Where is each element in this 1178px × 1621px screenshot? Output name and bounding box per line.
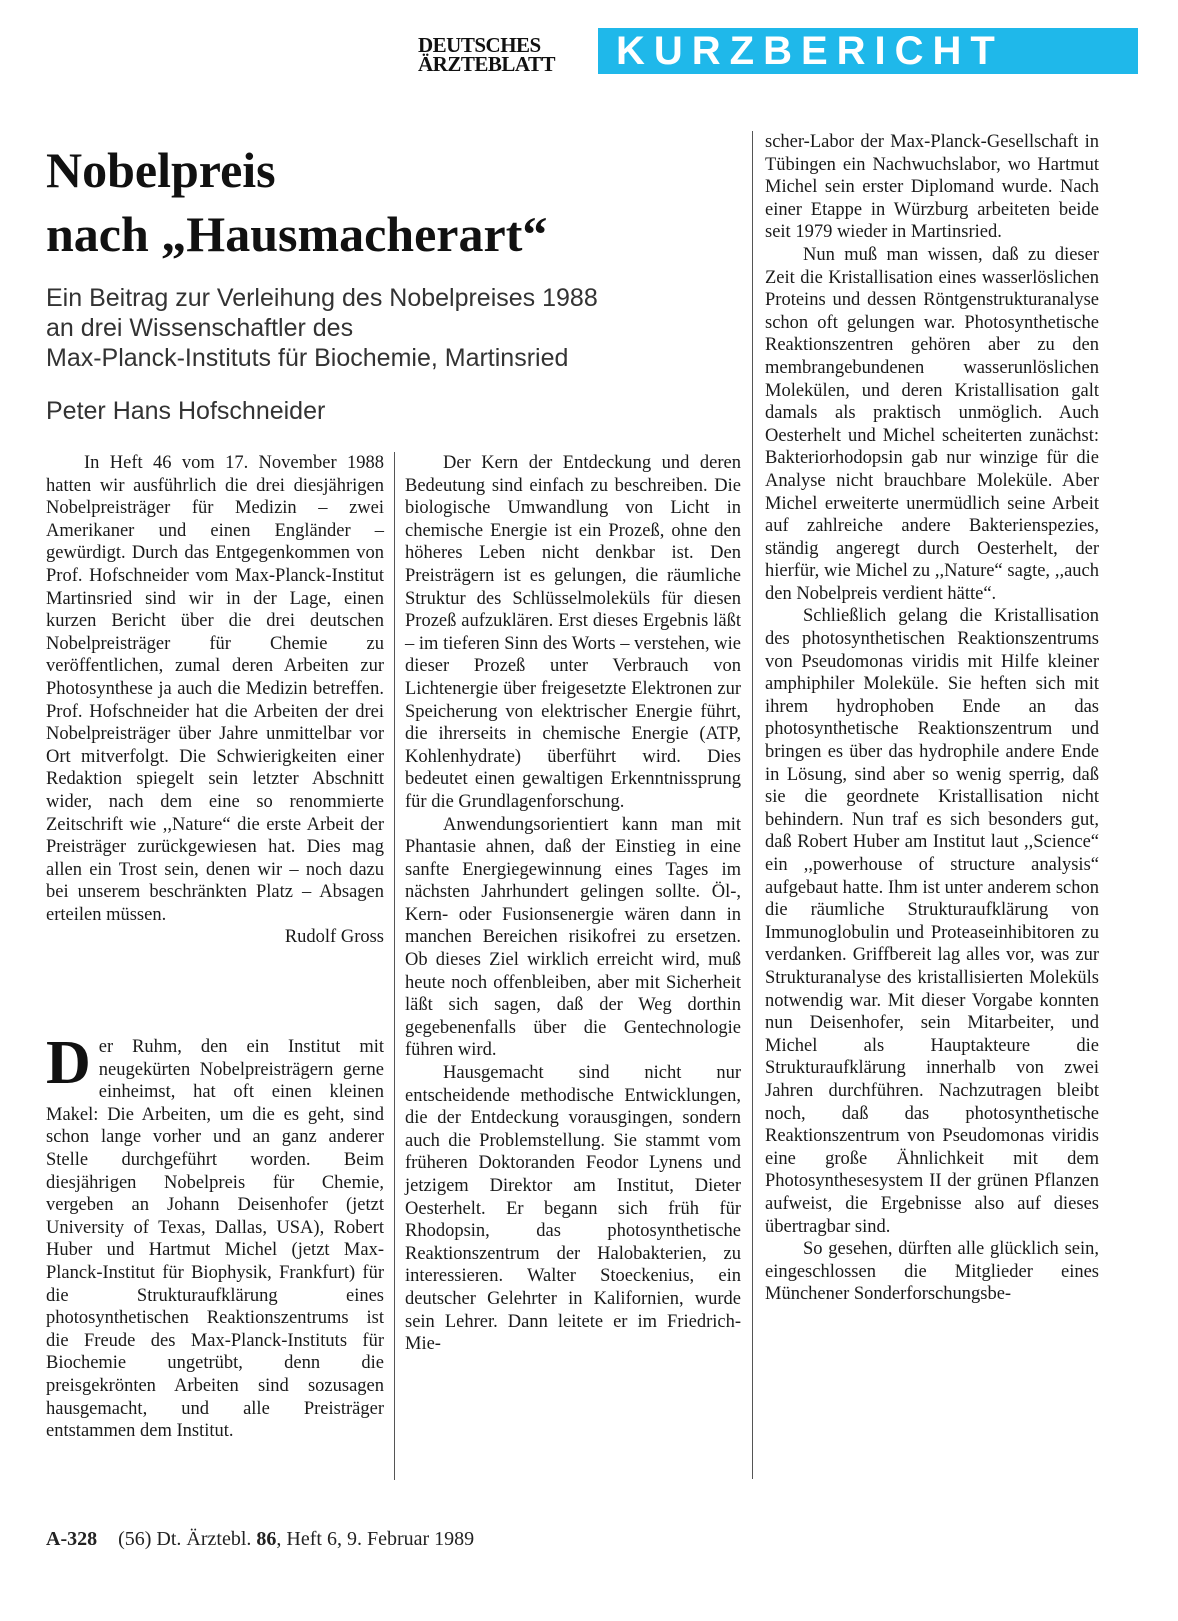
citation-prefix: (56) Dt. Ärztebl. — [118, 1528, 252, 1550]
subtitle-line-3: Max-Planck-Instituts für Biochemie, Martinsried — [46, 344, 569, 372]
title-line-2: nach „Hausmacherart“ — [46, 206, 548, 262]
page-number: A-328 — [46, 1528, 98, 1550]
body-paragraph: Anwendungsorientiert kann man mit Phantasie ahnen, daß der Einstieg in eine sanfte Energiegewinnung eines Tages im nächsten Jahrhundert gelingen sollte. Öl-, Kern- oder Fusionsenergie wären dann in manchen Bereichen risikofrei zu ersetzen. Ob dieses Ziel wirklich erreicht wird, muß heute noch offenbleiben, aber mit Sicherheit läßt sich sagen, daß der Weg dorthin gegebenenfalls über die Gentechnologie führen wird. — [405, 814, 741, 1061]
article-title — [46, 138, 726, 266]
journal-name-line1: DEUTSCHES — [418, 33, 541, 57]
body-paragraph: So gesehen, dürften alle glücklich sein, eingeschlossen die Mitglieder eines Münchener Sonderforschungsbe- — [765, 1239, 1099, 1305]
body-paragraph: scher-Labor der Max-Planck-Gesellschaft in Tübingen ein Nachwuchslabor, wo Hartmut Michel sein erster Diplomand wurde. Nach einer Etappe in Würzburg arbeiteten beide seit 1979 wieder in Martinsried. — [765, 132, 1099, 243]
body-paragraph: Der Kern der Entdeckung und deren Bedeutung sind einfach zu beschreiben. Die biologische Umwandlung von Licht in chemische Energie ist ein Prozeß, ohne den höheres Leben nicht denkbar ist. Den Preisträgern ist es gelungen, die räumliche Struktur des Schlüsselmoleküls für diesen Prozeß aufzuklären. Erst dieses Ergebnis läßt – im tieferen Sinn des Worts – verstehen, wie dieser Prozeß unter Verbrauch von Lichtenergie über freigesetzte Elektronen zur Speicherung von elektrischer Energie führt, die ihrerseits in chemische Energie (ATP, Kohlenhydrate) überführt wird. Dies bedeutet einen gewaltigen Erkenntnissprung für die Grundlagenforschung. — [405, 453, 741, 812]
article-subtitle — [46, 283, 726, 373]
subtitle-line-1: Ein Beitrag zur Verleihung des Nobelpreises 1988 — [46, 284, 598, 312]
section-banner: KURZBERICHT — [598, 28, 1138, 74]
body-paragraph: Schließlich gelang die Kristallisation des photosynthetischen Reaktionszentrums von Pseudomonas viridis mit Hilfe kleiner amphiphiler Moleküle. Sie heften sich mit ihrem hydrophoben Ende an das photosynthetische Reaktionszentrum und bringen es über das hydrophile andere Ende in Lösung, sind aber so wenig sperrig, daß sie die geordnete Kristallisation nicht behindern. Nun traf es sich besonders gut, daß Robert Huber am Institut laut ,,Science“ ein ,,powerhouse of structure analysis“ aufgebaut hatte. Ihm ist unter anderem schon die räumliche Strukturaufklärung von Immunoglobulin und Proteaseinhibitoren zu verdanken. Griffbereit lag alles vor, was zur Strukturanalyse des kristallisierten Moleküls notwendig war. Mit dieser Vorgabe konnten nun Deisenhofer, sein Mitarbeiter, und Michel als Hauptakteure die Strukturaufklärung innerhalb von zwei Jahren durchführen. Nachzutragen bleibt noch, daß das photosynthetische Reaktionszentrum von Pseudomonas viridis eine große Ähnlichkeit mit dem Photosynthesesystem II der grünen Pflanzen aufweist, die Ergebnisse also auf dieses übertragbar sind. — [765, 606, 1099, 1237]
editorial-note — [46, 452, 384, 949]
body-paragraph — [46, 1029, 384, 1443]
citation-suffix: , Heft 6, 9. Februar 1989 — [276, 1528, 475, 1550]
column-divider — [394, 452, 395, 1480]
article-author: Peter Hans Hofschneider — [46, 397, 326, 425]
title-line-1: Nobelpreis — [46, 142, 276, 198]
article-body-column-3 — [765, 131, 1099, 1306]
page-footer — [46, 1528, 474, 1551]
volume-number: 86 — [256, 1528, 277, 1550]
article-body-column-2 — [405, 452, 741, 1356]
journal-name-line2: ÄRZTEBLATT — [418, 52, 555, 76]
article-body-column-1 — [46, 1029, 384, 1443]
editorial-text: In Heft 46 vom 17. November 1988 hatten wir ausführlich die drei diesjährigen Nobelpreisträger für Medizin – zwei Amerikaner und einen Engländer – gewürdigt. Durch das Entgegenkommen von Prof. Hofschneider vom Max-Planck-Institut Martinsried sind wir in der Lage, einen kurzen Bericht über die drei deutschen Nobelpreisträger für Chemie zu veröffentlichen, zumal deren Arbeiten zur Photosynthese ja auch die Medizin betreffen. Prof. Hofschneider hat die Arbeiten der drei Nobelpreisträger über Jahre unmittelbar vor Ort mitverfolgt. Die Schwierigkeiten einer Redaktion spiegelt sein letzter Abschnitt wider, nach dem eine so renommierte Zeitschrift wie ,,Nature“ die erste Arbeit der Preisträger zurückgewiesen hat. Dies mag allen ein Trost sein, denen wir – noch dazu bei unserem beschränkten Platz – Absagen erteilen müssen. — [46, 453, 384, 925]
drop-cap: D — [46, 1029, 91, 1097]
body-paragraph: Nun muß man wissen, daß zu dieser Zeit die Kristallisation eines wasserlöslichen Proteins und dessen Röntgenstrukturanalyse schon oft gelungen war. Photosynthetische Reaktionszentren gehören aber zu den membrangebundenen wasserunlöslichen Molekülen, und deren Kristallisation galt damals als praktisch unmöglich. Auch Oesterhelt und Michel scheiterten zunächst: Bakteriorhodopsin gab nur winzige für die Analyse nicht brauchbare Moleküle. Aber Michel erweiterte unermüdlich seine Arbeit auf zahlreiche andere Bakterienspezies, ständig angeregt durch Oesterhelt, der hierfür, wie Michel zu ,,Nature“ sagte, ,,auch den Nobelpreis verdient hätte“. — [765, 244, 1099, 604]
editorial-signature: Rudolf Gross — [284, 927, 384, 948]
body-paragraph: Hausgemacht sind nicht nur entscheidende methodische Entwicklungen, die der Entdeckung vorausgingen, sondern auch die Problemstellung. Sie stammt vom früheren Doktoranden Feodor Lynens und jetzigem Direktor am Institut, Dieter Oesterhelt. Er begann sich früh für Rhodopsin, das photosynthetische Reaktionszentrum der Halobakterien, zu interessieren. Walter Stoeckenius, ein deutscher Gelehrter in Kalifornien, wurde sein Lehrer. Dann leitete er im Friedrich-Mie- — [405, 1063, 741, 1355]
subtitle-line-2: an drei Wissenschaftler des — [46, 314, 354, 342]
paragraph-text: er Ruhm, den ein Institut mit neugekürten Nobelpreisträgern gerne einheimst, hat oft einen kleinen Makel: Die Arbeiten, um die es geht, sind schon lange vorher und an ganz anderer Stelle durchgeführt worden. Beim diesjährigen Nobelpreis für Chemie, vergeben an Johann Deisenhofer (jetzt University of Texas, Dallas, USA), Robert Huber und Hartmut Michel (jetzt Max-Planck-Institut für Biophysik, Frankfurt) für die Strukturaufklärung eines photosynthetischen Reaktionszentrums ist die Freude des Max-Planck-Instituts für Biochemie ungetrübt, denn die preisgekrönten Arbeiten sind sozusagen hausgemacht, und alle Preisträger entstammen dem Institut. — [46, 1037, 384, 1442]
journal-logo — [418, 33, 580, 78]
column-divider — [752, 131, 753, 1479]
